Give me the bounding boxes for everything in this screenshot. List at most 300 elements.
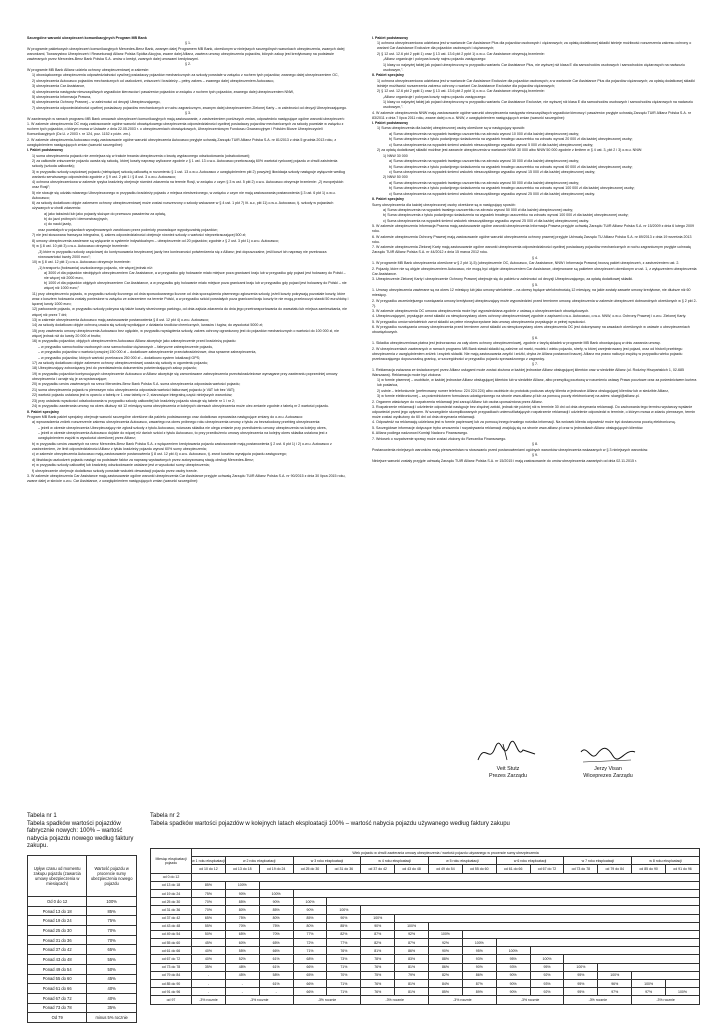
table-cell: 100%	[564, 963, 598, 971]
table-cell: Ponad 55 do 60	[28, 974, 87, 984]
table-cell: 95%	[462, 947, 496, 955]
table-cell: 80%	[259, 914, 293, 922]
paragraph: 3) w formie elektronicznej – za pośrednictwem formularza udostępnionego na stronie www.allianz.pl lub za pomocą poczty elektronicznej na adres: skargi@allianz.pl.	[377, 394, 640, 399]
paragraph: oraz powstałych w pojazdach wynajmowanych zarobkowo przez podmioty prowadzące wypożyczalnię pojazdów;	[38, 227, 218, 232]
table-cell: 65%	[259, 939, 293, 947]
table-row	[28, 955, 137, 965]
table2-row-label: od 49 do 54	[151, 930, 192, 938]
table-cell: 65%	[87, 945, 137, 955]
table-cell: 40%	[192, 955, 226, 963]
paragraph: – w przypadku pojazdów, których wartość przekracza 250 000 zł – dodatkowo system lokalizacji GPS;	[38, 355, 200, 360]
table-row	[151, 889, 700, 897]
paragraph: „Allianz organizuje i pokrywa koszty najmu pojazdu zastępczego:	[383, 94, 487, 99]
table-row	[151, 930, 700, 938]
paragraph: 2. Pojazdy, które nie są objęte ubezpieczeniem Autocasco, nie mogą być objęte ubezpieczeniem Car Assistance, obejmowane są pakietem ubezpieczeń określonym w ust. 1, z wyłączeniem ubezpieczenia Car Assistance.	[372, 266, 697, 276]
table-cell: 70%	[87, 935, 137, 945]
paragraph: 2) § 12 ust. 12.6 pkt 2 ppkt 1) oraz § 13 ust. 13.6 pkt 2 ppkt 1) o.w.u. Car Assistance otrzymują brzmienie:	[377, 89, 545, 94]
table-cell: 75%	[225, 914, 259, 922]
table2-row-label: od 43 do 48	[151, 922, 192, 930]
table-cell-blank	[192, 873, 700, 881]
paragraph: b) do jazd próbnych i demonstracyjnych,	[44, 216, 109, 221]
paragraph: 8) umowy ubezpieczenia zawierane są wyłącznie w systemie indywidualnym – ubezpieczenie od 20 pojazdów; zgodnie z § 2 ust. 3 pkt 1) o.w.u. Autocasco;	[32, 238, 279, 243]
paragraph: e) w przypadku szkody całkowitej lub kradzieży odszkodowanie ustalane jest w wysokości sumy ubezpieczenia;	[32, 463, 210, 468]
paragraph: 2. W ubezpieczeniach zawieranych w ramach programu MB Bank stawki składki są zależne od marki, modelu i wieku pojazdu, strefy, w której zarejestrowany jest pojazd, oraz od historii przebiegu ubezpieczenia z uwzględnieniem zniżek i zwyżek składki. Nie mają zastosowania zwyżki i zniżki, chyba że Allianz postanowi inaczej. Allianz ma prawo naliczyć zwyżkę w przypadku wieku pojazdu przekraczającego dopuszczalną granicę, w szczególności w przypadku pojazdu sprowadzonego z zagranicy.	[372, 346, 683, 361]
table-cell: 71%	[327, 988, 361, 996]
table2-group-header: w 4 roku eksploatacji	[361, 857, 429, 865]
table-cell: 71%	[293, 947, 327, 955]
table2-title: Tabela nr 2	[150, 813, 180, 819]
table-cell: 76%	[361, 963, 395, 971]
paragraph: 3. Rozpatrzenie reklamacji i udzielenie odpowiedzi następuje bez zbędnej zwłoki, jednak nie później niż w terminie 30 dni od dnia otrzymania reklamacji. Do zachowania tego terminu wystarczy wysłanie odpowiedzi przed jego upływem. W szczególnie skomplikowanych przypadkach uniemożliwiających rozpatrzenie reklamacji i udzielenie odpowiedzi w terminie, o którym mowa w zdaniu pierwszym, termin może zostać wydłużony do 60 dni od dnia otrzymania reklamacji.	[372, 404, 696, 420]
table-cell: 81%	[361, 947, 395, 955]
table-cell: -	[192, 971, 226, 979]
table-cell: Ponad 49 do 54	[28, 964, 87, 974]
table-cell: 66%	[259, 947, 293, 955]
table2-row-label: od 25 do 30	[151, 898, 192, 906]
table2-group-header: w 7 roku eksploatacji	[564, 857, 632, 865]
table-cell: Ponad 61 do 66	[28, 984, 87, 994]
table2-subheader: od 31 do 36	[327, 865, 361, 873]
table-cell: -3% rocznie	[429, 996, 497, 1004]
signature-name: Jerzy Visan	[594, 766, 622, 772]
table-cell-blank	[530, 947, 699, 955]
table-row	[151, 947, 700, 955]
table-cell: 71%	[327, 963, 361, 971]
signature-name: Veit Stutz	[496, 766, 520, 772]
table-cell: 70%	[192, 906, 226, 914]
paragraph: f) ubezpieczenie obejmuje dodatkowo szkody powstałe wskutek dewastacji pojazdu przez osoby trzecie.	[32, 468, 198, 473]
table2-row-label: od 85 do 90	[151, 980, 192, 988]
table-row	[151, 939, 700, 947]
table2-row-label: od 97	[151, 996, 192, 1004]
paragraph: – w przypadku samochodów osobowych oraz samochodów ciężarowych – fabryczne zabezpieczenie pojazdu,	[38, 344, 214, 349]
table-cell: 35%	[87, 1003, 137, 1013]
paragraph: § 7.	[532, 362, 538, 367]
paragraph: 19) w przypadku pojazdów kontynuujących ubezpieczenie Autocasco w Allianz akceptuje się zamontowane zabezpieczenia przeciwkradzieżowe wymagane przy zawieraniu poprzedniej umowy ubezpieczenia i uznaje się je za wystarczające;	[32, 371, 338, 381]
paragraph: 18) Ubezpieczający zobowiązany jest do przedstawienia dokumentów potwierdzających zakup pojazdu;	[32, 366, 197, 371]
table-cell: -3% rocznie	[564, 996, 632, 1004]
table2-subheader: od 25 do 30	[293, 865, 327, 873]
paragraph: II. Pakiet specjalny	[372, 197, 404, 202]
depreciation-table-used-vehicles	[150, 848, 700, 1005]
table-cell: 73%	[327, 955, 361, 963]
table-row	[28, 1003, 137, 1013]
paragraph: I. Pakiet podstawowy	[372, 121, 409, 126]
paragraph: 2. W przypadku wcześniejszego rozwiązania umowy kredytowej ubezpieczający może wypowiedzieć przed terminem umowę ubezpieczenia w zakresie ubezpieczeń dobrowolnych określonych w § 2 pkt 2-7).	[372, 298, 697, 308]
table-cell: 75%	[259, 922, 293, 930]
table-cell-blank	[598, 963, 700, 971]
table-cell: 90%	[327, 914, 361, 922]
table-row	[28, 984, 137, 994]
paragraph: Szczególne warunki ubezpieczeń komunikacyjnych Program MB Bank	[27, 36, 147, 40]
paragraph: b) Suma ubezpieczenia z tytułu podwójnego świadczenia na wypadek trwałego uszczerbku na zdrowiu wynosi 100 000 zł dla każdej ubezpieczonej osoby;	[383, 213, 629, 218]
paragraph: 1. Składka ubezpieczeniowa płatna jest jednorazowo za cały okres ochrony ubezpieczeniowej, zgodnie z taryfą składek w programie MB Bank obowiązującą w dniu zawarcia umowy.	[372, 341, 661, 346]
paragraph: 6. W przypadku rozwiązania umowy ubezpieczenia przed terminem zwrot składki za niewykorzystany okres ubezpieczenia OC jest dokonywany na zasadach określonych w ustawie o ubezpieczeniach obowiązkowych.	[372, 325, 690, 335]
table-cell: Ponad 13 do 18	[28, 906, 87, 916]
table-cell: -3% rocznie	[632, 996, 700, 1004]
paragraph: 2) ustnie – telefonicznie (preferowany numer telefonu: 224 224 224) albo osobiście do protokołu podczas wizyty klienta w jednostce Allianz obsługującej klientów lub w siedzibie Allianz,	[377, 388, 670, 393]
table-row	[151, 914, 700, 922]
paragraph: 14) za szkody dodatkowo objęte ochroną uważa się szkody wynikające z działania środków chemicznych, kwasów i ługów, do wysokości 5000 zł;	[32, 323, 263, 328]
table1-header: Upływ czasu od momentu zakupu pojazdu (zawarcia umowy ubezpieczenia w miesiącach)	[28, 856, 87, 897]
paragraph: 3. W zakresie ubezpieczenia OC umowa ubezpieczenia może być wypowiedziana zgodnie z ustawą o ubezpieczeniach obowiązkowych.	[372, 309, 590, 314]
table-cell-blank	[395, 914, 700, 922]
paragraph: 7. Wniosek o rozpatrzenie sprawy może zostać złożony do Rzecznika Finansowego.	[372, 436, 507, 441]
paragraph: § 5.	[532, 282, 538, 287]
table-cell: 100%	[530, 955, 564, 963]
paragraph: c) do nauki jazdy,	[44, 222, 72, 227]
table2-row-label: od 37 do 42	[151, 914, 192, 922]
paragraph: a) Suma ubezpieczenia na wypadek trwałego uszczerbku na zdrowiu wynosi 50 000 zł dla każdej ubezpieczonej osoby;	[383, 208, 574, 213]
table2-group-header: w 8 roku eksploatacji	[632, 857, 700, 865]
table-cell: 90%	[496, 980, 530, 988]
table-cell: 70%	[327, 971, 361, 979]
paragraph: I. Pakiet podstawowy	[372, 36, 409, 40]
table-cell: 93%	[530, 980, 564, 988]
table2-group-header: w 6 roku eksploatacji	[496, 857, 564, 865]
table-cell: -	[225, 988, 259, 996]
table-cell-blank	[327, 898, 700, 906]
table-cell-blank	[496, 939, 699, 947]
paragraph: b) Suma ubezpieczenia z tytułu podwójnego świadczenia na wypadek trwałego uszczerbku na zdrowiu wynosi 100 000 zł dla każdej ubezpieczonej osoby;	[389, 186, 635, 191]
table-cell: 100%	[87, 897, 137, 907]
paragraph: a) Suma ubezpieczenia na wypadek trwałego uszczerbku na zdrowiu wynosi 10 000 zł dla każdej ubezpieczonej osoby;	[389, 131, 580, 136]
table-cell: 60%	[225, 939, 259, 947]
table-cell: 48%	[225, 963, 259, 971]
table-cell: Ponad 19 do 24	[28, 916, 87, 926]
paragraph: § 4.	[532, 255, 538, 260]
paragraph: d) likwidacja uszkodzeń pojazdu nastąpi na podstawie faktur za naprawę wystawionych przez autoryzowaną stację obsługi Mercedes-Benz;	[32, 457, 254, 462]
table-cell: 52%	[225, 955, 259, 963]
table-cell: -3% rocznie	[361, 996, 429, 1004]
table-cell: 66%	[293, 980, 327, 988]
table-cell: -	[192, 988, 226, 996]
table2-row-label: od 79 do 84	[151, 971, 192, 979]
paragraph: 5. W przypadku umów wieloletnich zwrot składki za pełne niewykorzystane lata umowy ubezpieczenia przysługuje w pełnej wysokości.	[372, 319, 586, 324]
table2-row-label: od 61 do 66	[151, 947, 192, 955]
table-cell: 72%	[293, 939, 327, 947]
table-cell: 58%	[259, 971, 293, 979]
table-cell: -3% rocznie	[225, 996, 293, 1004]
table2-subheader: od 73 do 78	[564, 865, 598, 873]
table1-title: Tabela nr 1	[27, 813, 57, 819]
table-cell: 82%	[429, 971, 463, 979]
table-cell: 45%	[87, 974, 137, 984]
paragraph: 2) § 12 ust. 12.6 pkt 2 ppkt 1) oraz § 13 ust. 13.6 pkt 2 ppkt 1) o.w.u. Car Assistance otrzymują brzmienie:	[377, 51, 545, 56]
table-row	[151, 988, 700, 996]
paragraph: 11) przy ubezpieczeniu pojazdu, w przypadku szkody liczonego od dnia spowodowanego liczone od dnia sporządzenia pisemnego zgłoszenia szkody, jeżeli koszty pokrywają pozostałe koszty, które wraz z kosztem holowania zostały poniesione w związku ze zdarzeniem na terenie Polski, a w przypadku szkód powstałych poza granicami kraju koszty te nie mogą przekroczyć stawki 50 euro/dobę i łącznej kwoty 1000 euro;	[32, 291, 349, 307]
table-row	[28, 926, 137, 936]
paragraph: § 1.	[185, 41, 191, 46]
table-cell: 70%	[259, 930, 293, 938]
paragraph: 9) w § 8 ust. 10 pkt 3) o.w.u. Autocasco otrzymuje brzmienie:	[32, 244, 129, 249]
table-cell: 90%	[361, 922, 395, 930]
table-cell: 92%	[530, 971, 564, 979]
signature-block-vice-president	[568, 740, 648, 781]
table-cell: 100%	[259, 889, 293, 897]
table-cell: 100%	[598, 971, 632, 979]
table-cell: 75%	[87, 916, 137, 926]
table-cell: 90%	[496, 988, 530, 996]
paragraph: c) Suma ubezpieczenia na wypadek śmierci wskutek nieszczęśliwego wypadku wynosi 15 000 zł dla każdej ubezpieczonej osoby;	[389, 169, 596, 174]
paragraph: 21) suma ubezpieczenia pojazdu w pierwszym roku ubezpieczenia odpowiada wartości fakturowej pojazdu (z VAT lub bez VAT);	[32, 387, 236, 392]
table-row	[151, 980, 700, 988]
table-row	[151, 881, 700, 889]
table-cell: 95%	[496, 955, 530, 963]
handwritten-signature-icon	[473, 740, 543, 766]
table-row	[151, 922, 700, 930]
table-cell: Ponad 43 do 48	[28, 955, 87, 965]
paragraph: 1) suma ubezpieczenia pojazdu nie zmniejsza się w trakcie trwania ubezpieczenia o kwotę wypłaconego odszkodowania (odszkodowań);	[32, 153, 251, 158]
table-cell: 81%	[395, 988, 429, 996]
paragraph: 20) w przypadku umów zawieranych na rzecz Mercedes-Benz Bank Polska S.A. suma ubezpieczenia odpowiada wartości pojazdu;	[32, 382, 241, 387]
table-row	[151, 971, 700, 979]
table2-subheader: od 61 do 66	[496, 865, 530, 873]
table-cell: 90%	[225, 889, 259, 897]
table-cell: 85%	[225, 898, 259, 906]
paragraph: 17) za szkody dodatkowo objęte zakresem ochrony ubezpieczeniowej uważa się szkody w ogumieniu pojazdu;	[32, 361, 208, 366]
paragraph: a) jako taksówki lub jako pojazdy służące do przewozu pasażerów za opłatą,	[44, 211, 166, 216]
paragraph: 1) Suma ubezpieczenia dla każdej ubezpieczonej osoby określone są w następujący sposób:	[377, 126, 526, 131]
paragraph: 5. Szczegółowe informacje dotyczące trybu wnoszenia i rozpatrywania reklamacji znajdują się na stronie www.allianz.pl oraz w jednostkach Allianz obsługujących klientów.	[372, 425, 644, 430]
table-cell: 82%	[327, 930, 361, 938]
paragraph: 1. W zakresie ubezpieczenia OC mają zastosowanie ogólne warunki obowiązkowego ubezpieczenia odpowiedzialności cywilnej posiadaczy pojazdów mechanicznych za szkody powstałe w związku z ruchem tych pojazdów, o którym mowa w Ustawie z dnia 22.05.2003 r. o ubezpieczeniach obowiązkowych, Ubezpieczeniowym Funduszu Gwarancyjnym i Polskim Biurze Ubezpieczycieli Komunikacyjnych (Dz.U. z 2003 r. nr 124, poz. 1152 z późn. zm.).	[27, 122, 344, 137]
paragraph: b) 1000 zł dla pojazdów objętych ubezpieczeniem Car Assistance, a w przypadku gdy holowanie miało miejsce poza granicami kraju lub w przypadku gdy pojazd jest holowany do Polski – nie więcej niż 1000 euro;”	[44, 281, 347, 291]
table-cell: 35%	[192, 963, 226, 971]
table-cell: 45%	[225, 971, 259, 979]
table-cell: 87%	[395, 939, 429, 947]
paragraph: § 9.	[532, 453, 538, 458]
paragraph: 1. Reklamacja zwiazana ze świadczonymi przez Allianz usługami może zostać złożona w każdej jednostce Allianz obsługującej klientów oraz w siedzibie Allianz (ul. Rodziny Hiszpańskich 1, 02-685 Warszawa). Reklamacja może być złożona:	[372, 367, 685, 377]
table-cell: 96%	[598, 980, 632, 988]
table-cell: 93%	[496, 963, 530, 971]
table-cell: 100%	[361, 914, 395, 922]
table-cell: 87%	[462, 980, 496, 988]
paragraph: „Allianz organizuje i pokrywa koszty najmu pojazdu zastępczego:	[383, 57, 487, 62]
table-cell: 85%	[327, 922, 361, 930]
table-cell: 61%	[259, 963, 293, 971]
table2-subheader: od 37 do 42	[361, 865, 395, 873]
paragraph: 4) ubezpieczenia następstw nieszczęśliwych wypadków kierowców i pasażerów pojazdów w związku z ruchem tych pojazdów, zwanego dalej ubezpieczeniem NNW,	[32, 89, 294, 94]
table-cell: 90%	[259, 898, 293, 906]
table2-row-label: od 55 do 60	[151, 939, 192, 947]
paragraph: 4. Ubezpieczającymi, prysługuje zwrot składki za niewykorzystany okres ochrony ubezpieczeniowej zgodnie z zapisami o.w.u. Autocasco, o.w.u. NNW, o.w.u. Ochrony Prawnej i o.w.u. Zielonej Karty.	[372, 314, 687, 319]
table-cell: 81%	[395, 963, 429, 971]
paragraph: 4. W zakresie ubezpieczenia NNW mają zastosowanie ogólne warunki ubezpieczenia następstw nieszczęśliwych wypadków kierowcy i pasażerów przyjęte uchwałą Zarządu TUiR Allianz Polska S.A. nr 83/2011 z dnia 7 lipca 2011 roku, zwane dalej o.w.u. NNW, z uwzględnieniem następujących zmian (warunki szczególne):	[372, 110, 691, 120]
paragraph: 1) NNW 30 000	[383, 153, 408, 158]
paragraph: 24) w przypadku zawierania umowy na okres dłuższy niż 12 miesięcy suma ubezpieczenia w kolejnych okresach ubezpieczenia może ulec zmianie zgodnie z tabelą nr 2 wartości pojazdu.	[32, 404, 330, 409]
table-cell: -	[259, 988, 293, 996]
table-cell: 50%	[87, 964, 137, 974]
table2-subheader: od 49 do 54	[429, 865, 463, 873]
table-cell: 76%	[361, 980, 395, 988]
table-cell: 81%	[395, 980, 429, 988]
table-cell: 86%	[462, 971, 496, 979]
table-row	[151, 955, 700, 963]
paragraph: Postanowienia niniejszych warunków mają pierwszeństwo w stosowaniu przed postanowieniami ogólnych warunków ubezpieczenia wskazanych w § 3 niniejszych warunków.	[372, 447, 649, 452]
table-cell-blank	[429, 922, 700, 930]
table-row	[28, 974, 137, 984]
table-cell: 76%	[361, 988, 395, 996]
paragraph: W programie pakietowych ubezpieczeń komunikacyjnych Mercedes-Benz Bank, zwanym dalej Programem MB Bank, określonym w niniejszych szczególnych warunkach ubezpieczenia, zwanych dalej warunkami, Towarzystwo Ubezpieczeń i Reasekuracji Allianz Polska Spółka Akcyjna, zwane dalej Allianz, zawiera umowy ubezpieczenia pojazdów, których zakup jest kredytowany na podstawie zawieranych przez Mercedes-Benz Bank Polska S.A. umów o kredyt, zwanych dalej umowami kredytowymi.	[27, 46, 345, 61]
table2-subheader: od 91 do 96	[666, 865, 700, 873]
table-cell: 92%	[395, 930, 429, 938]
paragraph: Sumy ubezpieczenia dla każdej ubezpieczonej osoby określone są w następujący sposób:	[372, 202, 516, 207]
table-cell-blank	[462, 930, 699, 938]
paragraph: 1. Umowy ubezpieczenia zawierane są na okres 12 miesięcy lub jako umowy wieloletnie – na okresy będące wielokrotnością 12 miesięcy, na jakie zostały zawarte umowy kredytowe, nie dłuższe niż 60 miesięcy.	[372, 288, 691, 298]
table-cell: 97%	[598, 988, 632, 996]
table-cell-blank	[293, 889, 699, 897]
table-cell: 86%	[429, 963, 463, 971]
left-column	[27, 36, 349, 485]
paragraph: b) w przypadku umów zawartych na rzecz Mercedes-Benz Bank Polska S.A. z wyłączeniem kredytowania pojazdu zastosowanie mają postanowienia § 2 ust. 6 pkt 1) i 2) o.w.u. Autocasco z zastrzeżeniem, że limit odpowiedzialności Allianz z tytułu kradzieży pojazdu wynosi 60% sumy ubezpieczenia;	[32, 441, 332, 451]
table-row	[28, 993, 137, 1003]
table2-row-label: od 73 do 78	[151, 963, 192, 971]
paragraph: 3. W zakresie ubezpieczenia Car Assistance mają zastosowanie ogólne warunki ubezpieczenia Car Assistance przyjęte uchwałą Zarządu TUiR Allianz Polska S.A. nr 90/2015 z dnia 30 lipca 2015 roku, zwane dalej w skrócie o.w.u. Car Assistance, z uwzględnieniem następujących zmian (warunki szczególne):	[27, 474, 346, 484]
table-cell: 97%	[632, 988, 666, 996]
table-cell: 100%	[293, 898, 327, 906]
signature-block-president	[468, 740, 548, 781]
table-cell: Ponad 31 do 36	[28, 935, 87, 945]
paragraph: a) Suma ubezpieczenia na wypadek trwałego uszczerbku na zdrowiu wynosi 50 000 zł dla każdej ubezpieczonej osoby;	[389, 180, 580, 185]
paragraph: 5. W zakresie ubezpieczenia Informacja Prawna mają zastosowanie ogólne warunki ubezpieczenia Informacja Prawna przyjęte uchwałą Zarządu TUiR Allianz Polska S.A. nr 15/2009 z dnia 6 lutego 2009 roku.	[372, 224, 694, 234]
paragraph: 7) ubezpieczenia odpowiedzialności cywilnej posiadaczy pojazdów mechanicznych w ruchu zagranicznym, zwanym dalej ubezpieczeniem Zielonej Karty – w zależności od decyzji Ubezpieczającego.	[32, 105, 348, 110]
paragraph: II. Pakiet specjalny	[372, 73, 404, 78]
table-cell: 75%	[192, 889, 226, 897]
paragraph: 1) klasy co najwyżej takiej jak pojazd ubezpieczony w przypadku wariantu Car Assistance Plus, nie wyższej niż klasa E dla samochodów osobowych i samochodów ciężarowych na nadwoziu osobowym,”.	[383, 62, 685, 72]
paragraph: – jeżeli w okresie ubezpieczenia Autocasco dojdzie do więcej niż dwóch szkód z tytułu Autocasco, to przy przedłużeniu umowy ubezpieczenia na kolejny okres składka ustalona jest z uwzględnieniem zwyżki w wysokości określonej przez Allianz;	[38, 431, 328, 441]
table-cell: 85%	[87, 906, 137, 916]
paragraph: Niniejsze warunki zostały przyjęte uchwałą Zarządu TUiR Allianz Polska S.A. nr 15/2015 i mają zastosowanie do umów ubezpieczenia zawartych od dnia 02.11.2015 r.	[372, 458, 637, 463]
table-cell: -	[192, 980, 226, 988]
table-cell: 88%	[429, 955, 463, 963]
table-cell-blank	[666, 980, 700, 988]
table-cell: 65%	[225, 930, 259, 938]
table-cell: 100%	[666, 988, 700, 996]
table-cell: 70%	[192, 898, 226, 906]
paragraph: 5) ubezpieczenia Informacja Prawna,	[32, 95, 92, 100]
table2-group-header: w 3 roku eksploatacji	[293, 857, 361, 865]
table-cell: Ponad 73 do 78	[28, 1003, 87, 1013]
table-cell: 90%	[462, 963, 496, 971]
paragraph: – w przypadku pojazdów o wartości powyżej 150 000 zł – dodatkowe zabezpieczenie przeciwkradzieżowe, dwa sprawne zabezpieczenia,	[38, 350, 257, 355]
table-cell: 92%	[429, 939, 463, 947]
table2-group-header: w 2 roku eksploatacji	[225, 857, 293, 865]
table2-caption	[150, 813, 680, 828]
table-cell: 66%	[293, 988, 327, 996]
paragraph: b) Suma ubezpieczenia z tytułu podwójnego świadczenia na wypadek trwałego uszczerbku na zdrowiu wynosi 60 000 zł dla każdej ubezpieczonej osoby;	[389, 164, 633, 169]
table-cell: 92%	[530, 988, 564, 996]
table-cell: 85%	[259, 906, 293, 914]
table2-subtitle: Tabela spadków wartości pojazdów w kolejnych latach eksploatacji 100% – wartość nabycia pojazdu używanego według faktury zakupu	[150, 820, 510, 827]
paragraph: 6) ubezpieczenia Ochrony Prawnej – w zależności od decyzji Ubezpieczającego,	[32, 100, 161, 105]
table-cell: 100%	[225, 881, 259, 889]
table-cell: 45%	[192, 939, 226, 947]
paragraph: „1) transportu (holowania) uszkodzonego pojazdu, nie więcej jednak niż:	[38, 265, 153, 270]
paragraph: c) Suma ubezpieczenia na wypadek śmierci wskutek nieszczęśliwego wypadku wynosi 25 000 zł dla każdej ubezpieczonej osoby.	[389, 191, 596, 196]
paragraph: 2) NNW 50 000	[383, 175, 408, 180]
table-cell: 95%	[564, 971, 598, 979]
depreciation-table-new-vehicles	[27, 855, 137, 1023]
table-cell: 90%	[496, 971, 530, 979]
table2-main-header: Wiek pojazdu w chwili zawierania umowy ubezpieczenia / wartość pojazdu używanego w procencie sumy ubezpieczenia	[192, 849, 700, 857]
paragraph: 6. Allianz podlega nadzorowi Komisji Nadzoru Finansowego.	[372, 431, 469, 436]
table-cell: 100%	[462, 939, 496, 947]
table2-group-header: w 1 roku eksploatacji	[192, 857, 226, 865]
table-row	[28, 935, 137, 945]
handwritten-signature-icon	[573, 740, 643, 766]
table2-subheader: od 43 do 48	[395, 865, 429, 873]
paragraph: 10) w § 8 ust. 12 pkt 1) o.w.u. Autocasco otrzymuje brzmienie:	[32, 260, 131, 265]
table-cell: 70%	[87, 926, 137, 936]
paragraph: § 8.	[532, 442, 538, 447]
table-cell: 84%	[429, 980, 463, 988]
table-cell: 71%	[327, 980, 361, 988]
table-cell: 40%	[87, 984, 137, 994]
table-cell: 40%	[192, 947, 226, 955]
table-row	[28, 916, 137, 926]
table-cell: 100%	[632, 980, 666, 988]
table-cell: 95%	[530, 963, 564, 971]
table-row	[151, 906, 700, 914]
table-cell: 85%	[429, 988, 463, 996]
paragraph: 7. W zakresie ubezpieczenia Zielonej Karty mają zastosowanie ogólne warunki ubezpieczenia odpowiedzialności cywilnej posiadaczy pojazdów mechanicznych w ruchu zagranicznym przyjęte uchwałą Zarządu TUiR Allianz Polska S.A. nr 44/2012 z dnia 15 marca 2012 roku.	[372, 245, 691, 255]
table-cell: 100%	[496, 947, 530, 955]
table-cell-blank	[259, 881, 699, 889]
table-cell: 55%	[225, 947, 259, 955]
table2-row-label: od 19 do 24	[151, 889, 192, 897]
table2-subheader: od 19 do 24	[259, 865, 293, 873]
paragraph: 3. Ubezpieczenie Zielonej Karty i ubezpieczenie Ochrony Prawnej obejmuje się do pakietu w zależności od decyzji Ubezpieczającego, za opłatą dodatkowej składki.	[372, 277, 634, 282]
paragraph: 3) ubezpieczenia Car Assistance,	[32, 84, 86, 89]
paragraph: 2) za całkowite zniszczenie pojazdu uważa się szkodę, której koszty naprawy wyliczone zgodnie z § 1 ust. 13 o.w.u. Autocasco przekraczają 60% wartości rynkowej pojazdu w chwili zaistnienia szkody (szkoda całkowita);	[32, 159, 338, 169]
table-cell: 82%	[361, 939, 395, 947]
table-cell: 80%	[293, 922, 327, 930]
table-row	[28, 906, 137, 916]
table-cell-blank	[361, 906, 700, 914]
table-row	[151, 898, 700, 906]
table-cell: 93%	[462, 955, 496, 963]
table2-row-label: od 31 do 36	[151, 906, 192, 914]
table-cell: 50%	[192, 930, 226, 938]
paragraph: § 3.	[185, 111, 191, 116]
table2-subheader: od 10 do 12	[192, 865, 226, 873]
paragraph: § 6.	[532, 335, 538, 340]
paragraph: b) Suma ubezpieczenia z tytułu podwójnego świadczenia na wypadek trwałego uszczerbku na zdrowiu wynosi 20 000 zł dla każdej ubezpieczonej osoby;	[389, 137, 633, 142]
table-row	[151, 996, 700, 1004]
table-cell: 77%	[293, 930, 327, 938]
table-cell: 85%	[293, 914, 327, 922]
table1-caption	[27, 813, 137, 851]
table2-subheader: od 85 do 90	[632, 865, 666, 873]
table1-subtitle: Tabela spadków wartości pojazdów fabrycznie nowych: 100% – wartość nabycia pojazdu nowego według faktury zakupu.	[27, 820, 134, 850]
table-cell: 65%	[192, 914, 226, 922]
table-cell: minus 5% rocznie	[87, 1013, 137, 1023]
paragraph: 7) nie jest stosowana franszyza integralna, tj. zakres odpowiedzialności obejmuje również szkody o wartości nieprzekraczającej 500 zł;	[32, 233, 247, 238]
paragraph: 1. W programie MB Bank ubezpieczenia określone w § 2 pkt 1)-5) (ubezpieczenie OC, Autocasco, Car Assistance, NNW i Informacja Prawna) tworzą pakiet ubezpieczeń, z zastrzeżeniem ust. 2.	[372, 261, 680, 266]
paragraph: 3) w przypadku szkody częściowej pojazdu (niebędącej szkodą całkowitą w rozumieniu § 1 ust. 13 o.w.u. Autocasco z uwzględnieniem pkt 2) powyżej) likwidacja szkody następuje wyłącznie według wariantu serwisowego odpowiednio zgodnie z § 9 ust. 2 pkt 1 i § 8 ust. 3 o.w.u. Autocasco;	[32, 169, 346, 179]
table-cell: 76%	[327, 947, 361, 955]
paragraph: c) Suma ubezpieczenia na wypadek śmierci wskutek nieszczęśliwego wypadku wynosi 25 000 zł dla każdej ubezpieczonej osoby.	[383, 218, 590, 223]
paragraph: – jeżeli w okresie ubezpieczenia Ubezpieczający nie zgłosił szkody z tytułu Autocasco, wówczas składka nie ulega zmianie przy przedłużeniu umowy ubezpieczenia na kolejny okres,	[38, 425, 327, 430]
table-row	[151, 963, 700, 971]
paragraph: I. Pakiet podstawowy	[27, 148, 64, 153]
paragraph: § 2.	[185, 62, 191, 67]
table-cell: 79%	[395, 971, 429, 979]
paragraph: 6) za szkody dodatkowo objęte zakresem ochrony ubezpieczeniowej może zostać rozszerzony o szkody wskazane w § 4 ust. 1 pkt 7) lit. a-c, pkt 11) o.w.u. Autocasco, tj. szkody w pojazdach używanych w chwili zdarzenia:	[32, 201, 334, 211]
table-cell: Ponad 37 do 42	[28, 945, 87, 955]
paragraph: a) wprowadzenia zniżek rozszerzenie zakresu ubezpieczenia Autocasco, zawartego na okres próbnego roku ubezpieczenia umowy z tytułu za bezszkodowy przebieg ubezpieczenia:	[32, 420, 321, 425]
